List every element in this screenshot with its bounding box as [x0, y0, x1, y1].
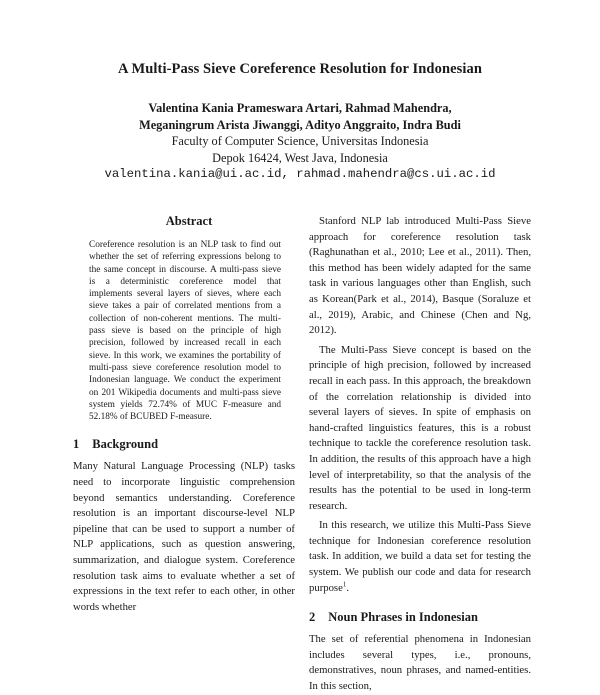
paragraph-multipass-intro: Stanford NLP lab introduced Multi-Pass Sieve approach for coreference resolution task (Raghunathan et al., 2010; Lee et al., 2011). Then, this method has been widely adapted for the same task in various languages other than English, such as Korean(Park et al., 2014), Basque (Soraluze et al., 2019), Arabic, and Chinese (Chen and Ng, 2012).: [309, 215, 531, 337]
affiliation: Faculty of Computer Science, Universitas Indonesia: [171, 134, 429, 148]
left-column: [73, 214, 295, 615]
paragraph-research-aim: [309, 518, 531, 596]
section-1-text: Many Natural Language Processing (NLP) tasks need to incorporate linguistic comprehension beyond semantics understanding. Coreference resolution is an important discourse-level NLP pipeline that can be used to support a number of NLP applications, such as question answering, summarization, and dialogue system. Coreference resolution task aims to evaluate whether a set of expressions in the text refer to each other, in other words whether: [73, 460, 295, 613]
section-2-title: Noun Phrases in Indonesian: [328, 610, 478, 625]
author-emails: valentina.kania@ui.ac.id, rahmad.mahendra@cs.ui.ac.id: [104, 167, 496, 181]
section-2-text: The set of referential phenomena in Indonesian includes several types, i.e., pronouns, demonstratives, noun phrases, and named-entities. In this section,: [309, 633, 531, 693]
abstract-heading: Abstract: [165, 214, 213, 228]
author-names-line1: Valentina Kania Prameswara Artari, Rahmad Mahendra,: [148, 101, 452, 115]
paper-title: A Multi-Pass Sieve Coreference Resolution for Indonesian: [117, 61, 483, 77]
section-2-heading: [309, 610, 531, 625]
author-names-line2: Meganingrum Arista Jiwanggi, Adityo Anggraito, Indra Budi: [139, 117, 461, 132]
section-1-number: 1: [73, 437, 80, 452]
section-2-number: 2: [309, 610, 316, 625]
section-1-heading: [73, 437, 295, 452]
footnote-marker: 1: [342, 580, 347, 589]
paragraph-research-aim-end: .: [346, 581, 350, 594]
paragraph-multipass-concept: The Multi-Pass Sieve concept is based on the principle of high precision, followed by increased recall in each pass. In this approach, the breakdown of the correlation relationship is divided into several layers of sieves. In spite of emphasis on hand-crafted linguistics features, this is a robust technique to tackle the coreference resolution task. In addition, the results of this approach have a high level of interpretability, so that the analysis of the results has the potential to be used in long-term research.: [309, 343, 531, 512]
paragraph-research-aim-text: In this research, we utilize this Multi-Pass Sieve technique for Indonesian coreference resolution task. In addition, we build a data set for testing the system. We publish our code and data for research purpose: [309, 519, 531, 594]
location: Depok 16424, West Java, Indonesia: [212, 150, 388, 165]
author-block: [0, 100, 600, 183]
abstract-text: Coreference resolution is an NLP task to find out whether the set of referring expressions belong to the same concept in discourse. A multi-pass sieve is a deterministic coreference model that implements several layers of sieves, where each sieve takes a pair of correlated mentions from a collection of non-coherent mentions. The multi-pass sieve is based on the principle of high precision, followed by increased recall in each sieve. In this work, we examines the portability of multi-pass sieve coreference resolution model to Indonesian language. We conduct the experiment on 201 Wikipedia documents and multi-pass sieve system yields 72.74% of MUC F-measure and 52.18% of BCUBED F-measure.: [89, 240, 281, 423]
section-1-title: Background: [92, 437, 159, 452]
right-column: [309, 214, 531, 695]
